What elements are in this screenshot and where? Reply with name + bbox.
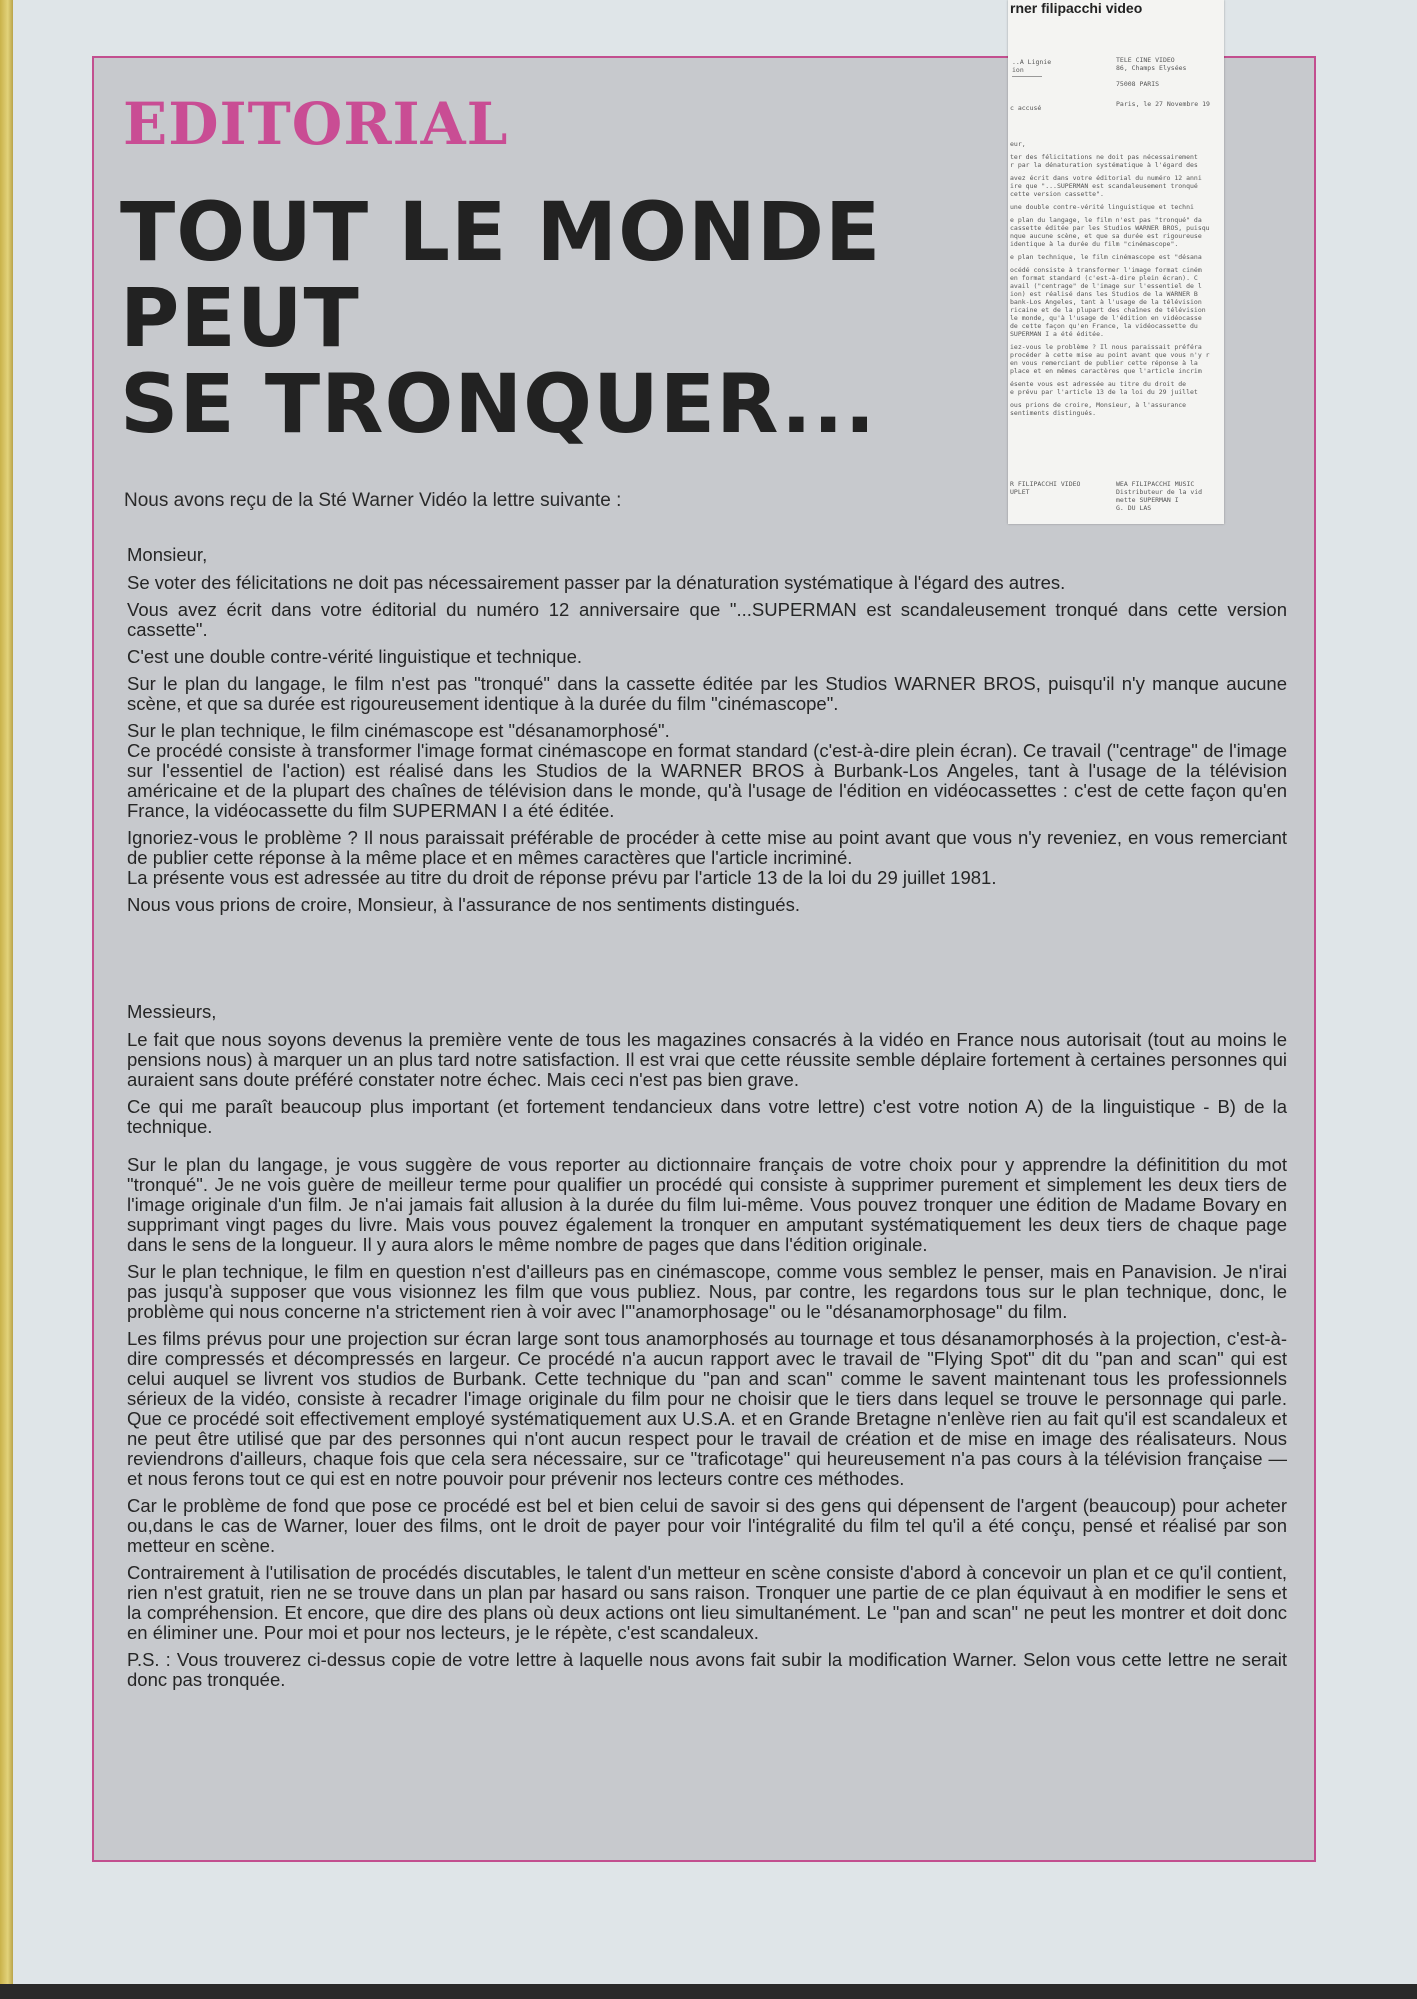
clipping-line: avail ("centrage" de l'image sur l'essentiel de l <box>1010 282 1202 290</box>
page-bottom-shadow <box>0 1984 1417 1999</box>
reply-paragraph: Les films prévus pour une projection sur écran large sont tous anamorphosés au tournage et tous désanamorphosés à la projection, c'est-à-dire compressés et décompressés en largeur. Ce procédé n'a aucun rapport avec le travail de "Flying Spot" dit du "pan and scan" qui est celui auquel se livrent vos studios de Burbank. Cette technique du "pan and scan" comme le savent maintenant tous les professionnels sérieux de la vidéo, consiste à recadrer l'image originale du film pour ne choisir que le tiers dans lequel se trouve le personnage qui parle. Que ce procédé soit effectivement employé systématiquement aux U.S.A. et en Grande Bretagne n'enlève rien au fait qu'il est scandaleux et ne peut être utilisé que par des personnes qui n'ont aucun respect pour le travail de création et de mise en image des réalisateurs. Nous reviendrons d'ailleurs, chaque fois que cela sera nécessaire, sur ce "traficotage" qui heureusement n'a pas cours à la télévision française — et nous ferons tout ce qui est en notre pouvoir pour prévenir nos lecteurs contre ces méthodes. <box>127 1328 1287 1489</box>
clipping-line: ésente vous est adressée au titre du droit de <box>1010 380 1187 388</box>
clipping-line: ion) est réalisé dans les Studios de la WARNER B <box>1010 290 1198 298</box>
clipping-line: ricaine et de la plupart des chaînes de télévision <box>1010 306 1206 314</box>
warner-salutation: Monsieur, <box>127 544 208 565</box>
clipping-date: Paris, le 27 Novembre 19 <box>1116 100 1210 108</box>
warner-paragraph: C'est une double contre-vérité linguistique et technique. <box>127 646 583 667</box>
clipping-line: cassette éditée par les Studios WARNER BROS, puisqu <box>1010 224 1210 232</box>
clipping-line: sentiments distingués. <box>1010 409 1097 417</box>
letter-clipping <box>1008 0 1224 524</box>
clipping-line: place et en mêmes caractères que l'article incrim <box>1010 367 1202 375</box>
clipping-line: océdé consiste à transformer l'image format ciném <box>1010 266 1202 274</box>
warner-paragraph: Vous avez écrit dans votre éditorial du numéro 12 anniversaire que "...SUPERMAN est scandaleusement tronqué dans cette version cassette". <box>127 599 1287 640</box>
clipping-line: en format standard (c'est-à-dire plein écran). C <box>1010 274 1198 282</box>
reply-paragraph: Sur le plan technique, le film en question n'est d'ailleurs pas en cinémascope, comme vous semblez le penser, mais en Panavision. Je n'irai pas jusqu'à supposer que vous visionnez les film que vous publiez. Nous, par contre, les regardons tous sur le plan technique, donc, le problème qui nous concerne n'a strictement rien à voir avec l'"anamorphosage" ou le "désanamorphosage" du film. <box>127 1261 1287 1322</box>
warner-paragraph: Ignoriez-vous le problème ? Il nous paraissait préférable de procéder à cette mise au point avant que vous n'y reveniez, en vous remerciant de publier cette réponse à la même place et en mêmes caractères que l'article incriminé. <box>127 827 1287 868</box>
warner-paragraph: Se voter des félicitations ne doit pas nécessairement passer par la dénaturation systématique à l'égard des autres. <box>127 572 1066 593</box>
clipping-line: r par la dénaturation systématique à l'égard des <box>1010 161 1198 169</box>
reply-paragraph: Sur le plan du langage, je vous suggère de vous reporter au dictionnaire français de votre choix pour y apprendre la définitition du mot "tronqué". Je ne vois guère de meilleur terme pour qualifier un procédé qui consiste à supprimer purement et simplement les deux tiers de l'image originale d'un film. Je n'ai jamais fait allusion à la durée du film lui-même. Vous pouvez tronquer une édition de Madame Bovary en supprimant vingt pages du livre. Mais vous pouvez également la tronquer en amputant systématiquement les deux tiers de chaque page dans le sens de la longueur. Il y aura alors le même nombre de pages que dans l'édition originale. <box>127 1154 1287 1255</box>
clipping-line: nque aucune scène, et que sa durée est rigoureuse <box>1010 232 1202 240</box>
clipping-signature-left: R FILIPACCHI VIDEO UPLET <box>1010 480 1081 496</box>
clipping-line: en vous remerciant de publier cette réponse à la <box>1010 359 1198 367</box>
reply-salutation: Messieurs, <box>127 1001 217 1022</box>
reply-paragraph: P.S. : Vous trouverez ci-dessus copie de votre lettre à laquelle nous avons fait subir la modification Warner. Selon vous cette lettre ne serait donc pas tronquée. <box>127 1649 1287 1690</box>
clipping-line: procéder à cette mise au point avant que vous n'y r <box>1010 351 1210 359</box>
clipping-line: eur, <box>1010 140 1026 148</box>
headline-line-1: TOUT LE MONDE <box>120 186 882 280</box>
clipping-line: une double contre-vérité linguistique et techni <box>1010 203 1194 211</box>
reply-paragraph: Ce qui me paraît beaucoup plus important (et fortement tendancieux dans votre lettre) c'est votre notion A) de la linguistique - B) de la technique. <box>127 1096 1287 1137</box>
clipping-line: de cette façon qu'en France, la vidéocassette du <box>1010 322 1198 330</box>
headline-line-3: SE TRONQUER... <box>120 358 877 452</box>
clipping-line: le monde, qu'à l'usage de l'édition en vidéocasse <box>1010 314 1202 322</box>
clipping-letterhead: rner filipacchi video <box>1010 0 1143 16</box>
clipping-line: cette version cassette". <box>1010 190 1104 198</box>
clipping-line: avez écrit dans votre éditorial du numéro 12 anni <box>1010 174 1202 182</box>
intro-text: Nous avons reçu de la Sté Warner Vidéo la lettre suivante : <box>124 490 622 511</box>
warner-paragraph: La présente vous est adressée au titre du droit de réponse prévu par l'article 13 de la loi du 29 juillet 1981. <box>127 867 997 888</box>
clipping-signature-right: WEA FILIPACCHI MUSIC Distributeur de la vid mette SUPERMAN I G. DU LAS <box>1116 480 1203 512</box>
warner-letter <box>127 545 1287 922</box>
warner-paragraph: Nous vous prions de croire, Monsieur, à l'assurance de nos sentiments distingués. <box>127 894 800 915</box>
clipping-body <box>1010 140 1222 417</box>
magazine-spine-edge <box>0 0 13 1999</box>
clipping-line: ire que "...SUPERMAN est scandaleusement tronqué <box>1010 182 1198 190</box>
clipping-line: e plan du langage, le film n'est pas "tronqué" da <box>1010 216 1202 224</box>
clipping-line: identique à la durée du film "cinémascope". <box>1010 240 1179 248</box>
clipping-ref: c accusé <box>1010 104 1042 112</box>
warner-paragraph: Sur le plan technique, le film cinémascope est "désanamorphosé". <box>127 720 670 741</box>
clipping-recipient-address: TELE CINE VIDEO 86, Champs Elysées 75008 PARIS <box>1116 56 1187 88</box>
section-label: EDITORIAL <box>123 90 509 158</box>
warner-paragraph: Ce procédé consiste à transformer l'image format cinémascope en format standard (c'est-à-dire plein écran). Ce travail ("centrage" de l'image sur l'essentiel de l'action) est réalisé dans les Studios de la WARNER BROS à Burbank-Los Angeles, tant à l'usage de la télévision américaine et de la plupart des chaînes de télévision dans le monde, qu'à l'usage de l'édition en vidéocassettes : c'est de cette façon qu'en France, la vidéocassette du film SUPERMAN I a été éditée. <box>127 740 1287 821</box>
clipping-line: SUPERMAN I a été éditée. <box>1010 330 1104 338</box>
clipping-line: bank-Los Angeles, tant à l'usage de la télévision <box>1010 298 1202 306</box>
clipping-underline <box>1012 76 1042 77</box>
headline-line-2: PEUT <box>120 272 360 366</box>
headline <box>120 186 960 452</box>
warner-paragraph: Sur le plan du langage, le film n'est pas "tronqué" dans la cassette éditée par les Studios WARNER BROS, puisqu'il n'y manque aucune scène, et que sa durée est rigoureusement identique à la durée du film "cinémascope". <box>127 673 1287 714</box>
clipping-line: ous prions de croire, Monsieur, à l'assurance <box>1010 401 1187 409</box>
clipping-line: iez-vous le problème ? Il nous paraissait préféra <box>1010 343 1202 351</box>
reply-paragraph: Car le problème de fond que pose ce procédé est bel et bien celui de savoir si des gens qui dépensent de l'argent (beaucoup) pour acheter ou,dans le cas de Warner, louer des films, ont le droit de payer pour voir l'intégralité du film tel qu'il a été conçu, pensé et réalisé par son metteur en scène. <box>127 1495 1287 1556</box>
clipping-sender-ref: ..A Lignie ion <box>1012 58 1052 74</box>
clipping-line: e prévu par l'article 13 de la loi du 29 juillet <box>1010 388 1198 396</box>
clipping-line: e plan technique, le film cinémascope est "désana <box>1010 253 1202 261</box>
clipping-line: ter des félicitations ne doit pas nécessairement <box>1010 153 1198 161</box>
reply-paragraph: Le fait que nous soyons devenus la première vente de tous les magazines consacrés à la vidéo en France nous autorisait (tout au moins le pensions nous) à marquer un an plus tard notre satisfaction. Il est vrai que cette réussite semble déplaire fortement à certaines personnes qui auraient sans doute préféré constater notre échec. Mais ceci n'est pas bien grave. <box>127 1029 1287 1090</box>
reply-letter <box>127 1002 1287 1697</box>
reply-paragraph: Contrairement à l'utilisation de procédés discutables, le talent d'un metteur en scène consiste d'abord à concevoir un plan et ce qu'il contient, rien n'est gratuit, rien ne se trouve dans un plan par hasard ou sans raison. Tronquer une partie de ce plan équivaut à en modifier le sens et la compréhension. Et encore, que dire des plans où deux actions ont lieu simultanément. Le "pan and scan" ne peut les montrer et doit donc en éliminer une. Pour moi et pour nos lecteurs, je le répète, c'est scandaleux. <box>127 1562 1287 1643</box>
